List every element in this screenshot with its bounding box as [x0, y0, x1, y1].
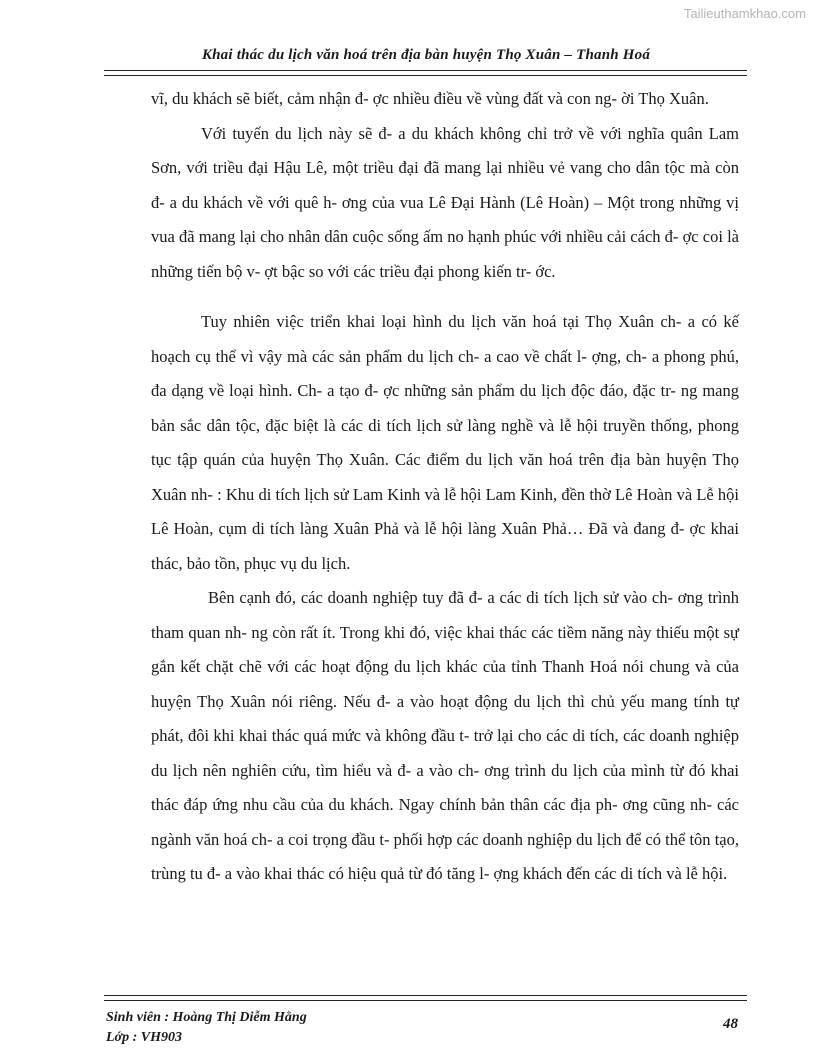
page-number: 48: [723, 1016, 738, 1032]
paragraph-tour-route: Với tuyến du lịch này sẽ đ- a du khách không chỉ trở về với nghĩa quân Lam Sơn, với triều đại Hậu Lê, một triều đại đã mang lại nhiều vẻ vang cho dân tộc mà còn đ- a du khách về với quê h- ơng của vua Lê Đại Hành (Lê Hoàn) – Một trong những vị vua đã mang lại cho nhân dân cuộc sống ấm no hạnh phúc với nhiều cải cách đ- ợc coi là những tiến bộ v- ợt bậc so với các triều đại phong kiến tr- ớc.: [151, 123, 739, 281]
page-header-title: Khai thác du lịch văn hoá trên địa bàn huyện Thọ Xuân – Thanh Hoá: [201, 47, 651, 63]
watermark: Tailieuthamkhao.com: [683, 6, 806, 21]
paragraph-limitations: Tuy nhiên việc triển khai loại hình du lịch văn hoá tại Thọ Xuân ch- a có kế hoạch cụ thể vì vậy mà các sản phẩm du lịch ch- a cao về chất l- ợng, ch- a phong phú, đa dạng về loại hình. Ch- a tạo đ- ợc những sản phẩm du lịch độc đáo, đặc tr- ng mang bản sắc dân tộc, đặc biệt là các di tích lịch sử làng nghề và lễ hội truyền thống, phong tục tập quán của huyện Thọ Xuân. Các điểm du lịch văn hoá trên địa bàn huyện Thọ Xuân nh- : Khu di tích lịch sử Lam Kinh và lễ hội Lam Kinh, đền thờ Lê Hoàn và Lễ hội Lê Hoàn, cụm di tích làng Xuân Phả và lễ hội làng Xuân Phả… Đã và đang đ- ợc khai thác, bảo tồn, phục vụ du lịch.: [151, 312, 739, 573]
document-body: [151, 82, 739, 892]
paragraph-continuation: vĩ, du khách sẽ biết, cảm nhận đ- ợc nhiều điều về vùng đất và con ng- ời Thọ Xuân.: [151, 89, 709, 108]
footer-class: Lớp : VH903: [106, 1030, 182, 1045]
footer-author-info: [106, 1008, 307, 1048]
paragraph-businesses: Bên cạnh đó, các doanh nghiệp tuy đã đ- a các di tích lịch sử vào ch- ơng trình tham quan nh- ng còn rất ít. Trong khi đó, việc khai thác các tiềm năng này thiếu một sự gắn kết chặt chẽ với các hoạt động du lịch khác của tỉnh Thanh Hoá nói chung và của huyện Thọ Xuân nói riêng. Nếu đ- a vào hoạt động du lịch thì chủ yếu mang tính tự phát, đôi khi khai thác quá mức và không đầu t- trở lại cho các di tích, các doanh nghiệp du lịch nên nghiên cứu, tìm hiểu và đ- a vào ch- ơng trình du lịch của mình từ đó khai thác đáp ứng nhu cầu của du khách. Ngay chính bản thân các địa ph- ơng cũng nh- các ngành văn hoá ch- a coi trọng đầu t- phối hợp các doanh nghiệp du lịch để có thể tôn tạo, trùng tu đ- a vào khai thác có hiệu quả từ đó tăng l- ợng khách đến các di tích và lễ hội.: [151, 588, 739, 883]
footer-student-name: Sinh viên : Hoàng Thị Diễm Hằng: [106, 1010, 307, 1025]
footer-divider: [104, 995, 747, 1001]
header-divider: [104, 70, 747, 76]
